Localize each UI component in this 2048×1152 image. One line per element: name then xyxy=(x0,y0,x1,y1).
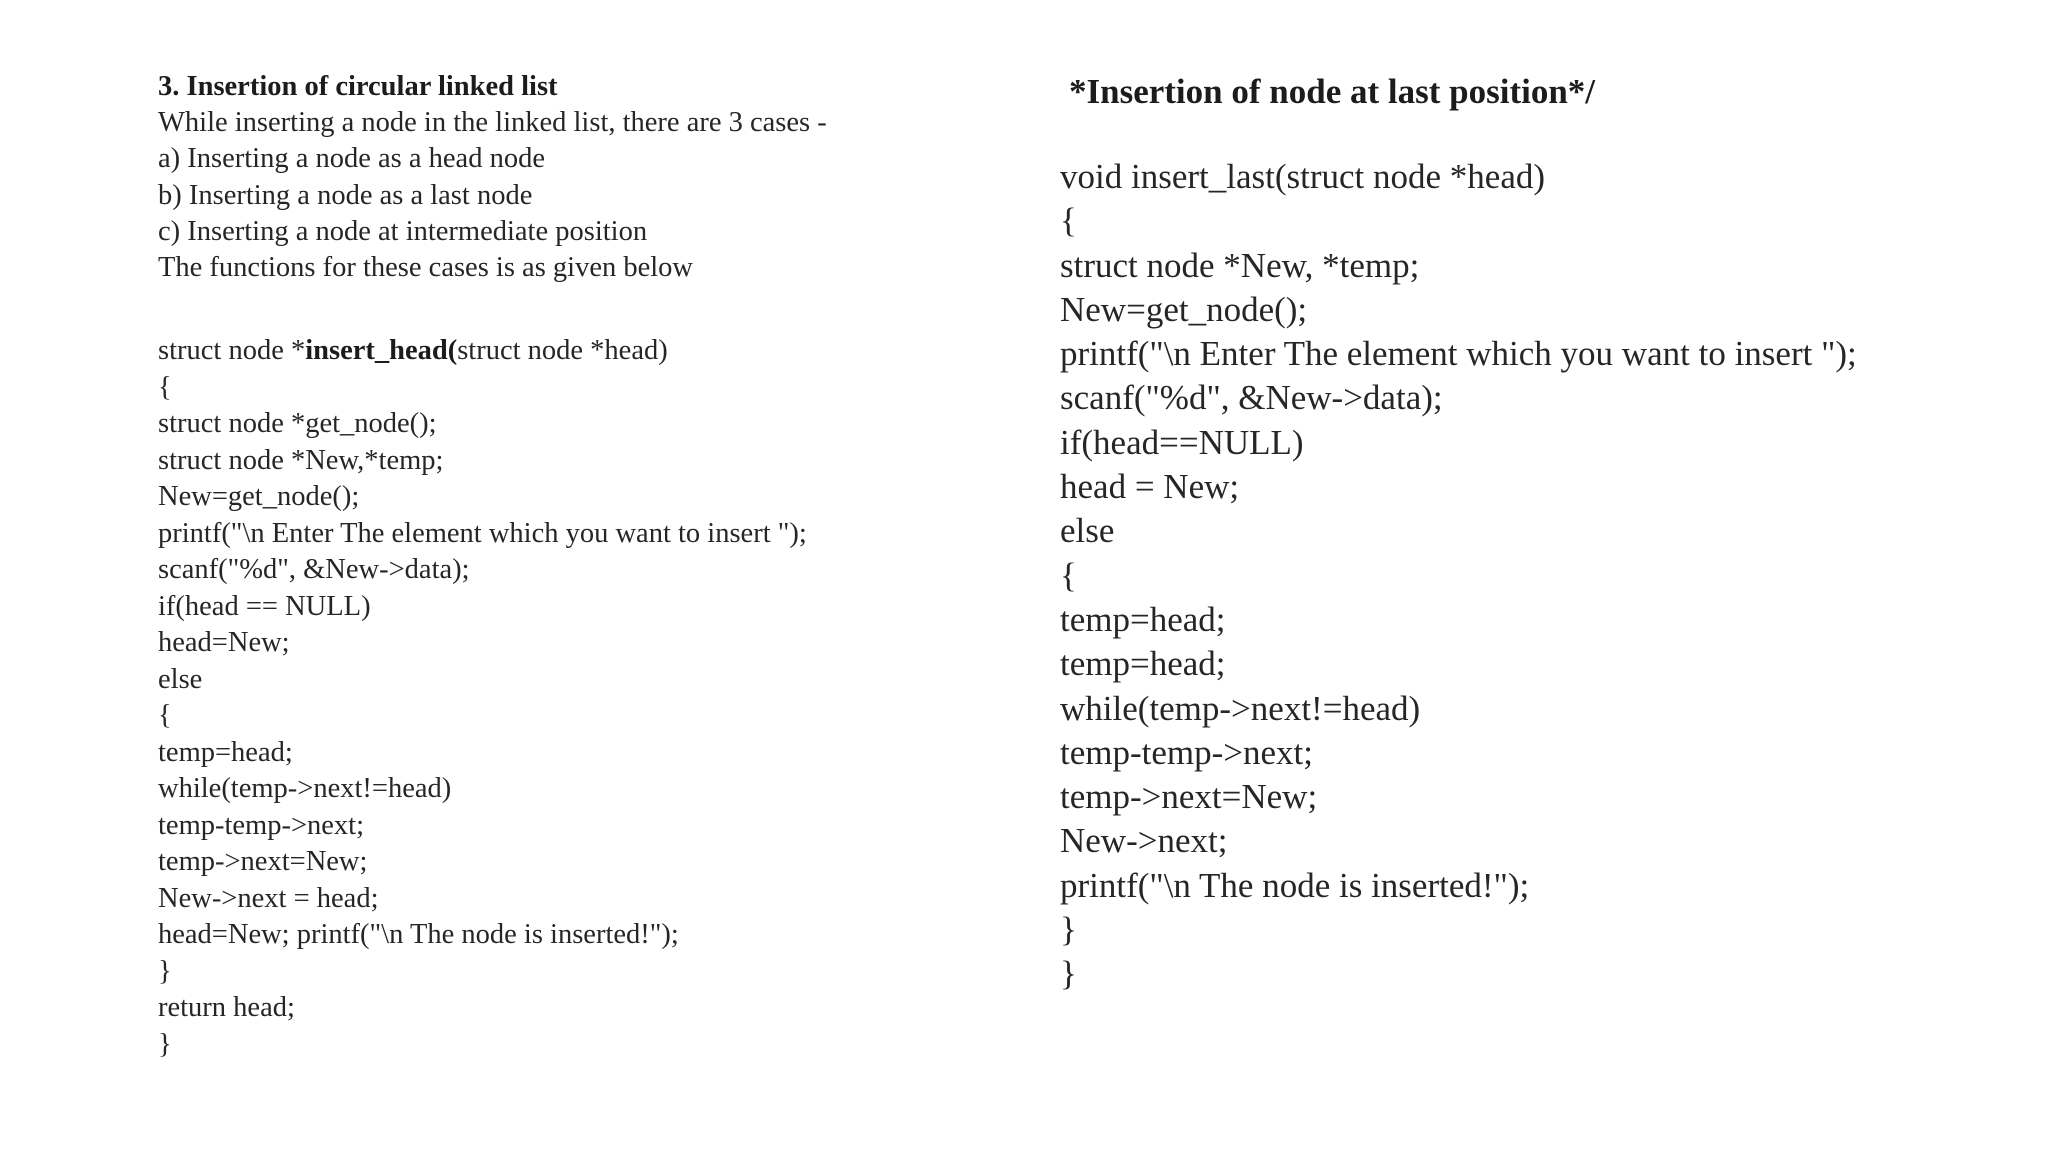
code-line-signature xyxy=(158,333,807,370)
code-line: } xyxy=(1060,910,1077,950)
code-line: if(head == NULL) xyxy=(158,590,371,622)
code-line: return head; xyxy=(158,992,295,1023)
code-line: temp-temp->next; xyxy=(1060,732,1313,772)
signature-prefix: struct node * xyxy=(158,335,306,366)
code-line: New=get_node(); xyxy=(158,481,360,512)
code-line: { xyxy=(158,700,172,731)
code-line: temp->next=New; xyxy=(158,846,368,877)
code-line: printf("\n The node is inserted!"); xyxy=(1060,865,1530,905)
code-line: else xyxy=(158,663,203,695)
code-line: { xyxy=(1060,201,1077,241)
code-line: struct node *New,*temp; xyxy=(158,444,444,476)
code-line: } xyxy=(1060,954,1077,994)
code-line: New->next; xyxy=(1060,821,1228,861)
intro-line: The functions for these cases is as given below xyxy=(158,252,694,284)
right-code-block xyxy=(1060,155,1857,997)
signature-suffix: struct node *head) xyxy=(457,335,668,366)
signature-function-name: insert_head( xyxy=(305,335,458,366)
code-line: } xyxy=(158,1028,172,1060)
code-line: scanf("%d", &New->data); xyxy=(1060,378,1443,418)
code-line: printf("\n Enter The element which you want to insert "); xyxy=(158,517,807,549)
code-line: while(temp->next!=head) xyxy=(158,773,452,804)
code-line: temp=head; xyxy=(158,736,293,768)
left-heading: 3. Insertion of circular linked list xyxy=(158,71,558,102)
code-line: struct node *New, *temp; xyxy=(1060,245,1420,285)
code-line: { xyxy=(1060,555,1077,595)
code-line: void insert_last(struct node *head) xyxy=(1060,157,1546,196)
code-line: temp=head; xyxy=(1060,644,1226,684)
code-line: New=get_node(); xyxy=(1060,289,1308,329)
code-line: New->next = head; xyxy=(158,882,379,914)
intro-line: While inserting a node in the linked list, there are 3 cases - xyxy=(158,107,827,138)
code-line: else xyxy=(1060,511,1115,551)
code-line: printf("\n Enter The element which you want to insert "); xyxy=(1060,334,1857,374)
code-line: while(temp->next!=head) xyxy=(1060,688,1421,728)
right-heading: *Insertion of node at last position*/ xyxy=(1069,72,1596,111)
code-line: { xyxy=(158,371,172,403)
code-line: head=New; xyxy=(158,627,290,658)
code-line: temp->next=New; xyxy=(1060,777,1318,817)
code-line: struct node *get_node(); xyxy=(158,408,437,439)
code-line: if(head==NULL) xyxy=(1060,422,1304,462)
intro-line: a) Inserting a node as a head node xyxy=(158,143,545,175)
code-line: temp=head; xyxy=(1060,599,1226,639)
intro-line: b) Inserting a node as a last node xyxy=(158,179,533,211)
code-line: head=New; printf("\n The node is inserted!"); xyxy=(158,919,679,950)
code-line: temp-temp->next; xyxy=(158,809,365,841)
intro-line: c) Inserting a node at intermediate position xyxy=(158,215,648,247)
code-line: head = New; xyxy=(1060,467,1240,507)
left-intro xyxy=(158,105,827,286)
code-line: scanf("%d", &New->data); xyxy=(158,554,470,585)
code-line: } xyxy=(158,955,172,987)
left-code-block xyxy=(158,333,807,1063)
